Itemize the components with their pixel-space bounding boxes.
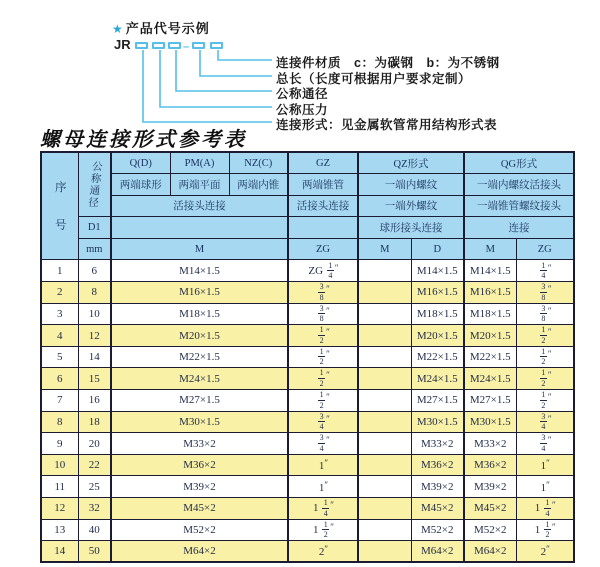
cell-qgzg: $\frac{3}{4}$ ″ [516, 433, 574, 455]
cell-qgzg: $\frac{1}{2}$ ″ [516, 368, 574, 390]
cell-m: M24×1.5 [111, 368, 288, 390]
code-separator: – [183, 41, 190, 53]
header-mm: mm [78, 238, 111, 260]
header-qg-m: M [464, 238, 516, 260]
header-qg-desc2: 一端锥管螺纹接头 [464, 195, 574, 217]
fraction: $\frac{1}{4}$ [545, 498, 550, 518]
header-col-q: Q(D) [111, 152, 170, 174]
table-row [41, 541, 574, 563]
cell-qzm [358, 368, 411, 390]
cell-qzm [358, 476, 411, 498]
cell-m: M45×2 [111, 498, 288, 520]
cell-dn: 12 [78, 325, 111, 347]
header-row-4 [41, 217, 574, 239]
cell-gz: 2″ [288, 541, 358, 563]
cell-no: 4 [41, 325, 78, 347]
cell-dn: 18 [78, 411, 111, 433]
cell-dn: 8 [78, 282, 111, 304]
cell-dn: 6 [78, 260, 111, 282]
cell-qzd: M64×2 [411, 541, 464, 563]
cell-qgm: M18×1.5 [464, 303, 516, 325]
diagram-label-length: 总长（长度可根据用户要求定制） [276, 72, 472, 86]
code-box [210, 42, 223, 49]
cell-m: M39×2 [111, 476, 288, 498]
diagram-label-material: 连接件材质 c：为碳钢 b：为不锈钢 [276, 56, 500, 70]
cell-qgzg: 1″ [516, 476, 574, 498]
cell-gz: $\frac{3}{4}$ ″ [288, 411, 358, 433]
cell-qgm: M39×2 [464, 476, 516, 498]
cell-gz: 1″ [288, 476, 358, 498]
code-box [168, 42, 181, 49]
cell-qgzg: $\frac{1}{2}$ ″ [516, 325, 574, 347]
cell-no: 10 [41, 454, 78, 476]
header-gz-desc: 两端锥管 [288, 174, 358, 196]
fraction: $\frac{1}{4}$ [323, 498, 328, 518]
cell-dn: 10 [78, 303, 111, 325]
header-nz-desc: 两端内锥 [229, 174, 288, 196]
fraction: $\frac{1}{2}$ [319, 368, 324, 388]
fraction: $\frac{1}{4}$ [541, 260, 546, 281]
header-qg-conn: 连接 [464, 217, 574, 239]
cell-qgzg: $\frac{1}{4}$ ″ [516, 260, 574, 282]
fraction: $\frac{3}{8}$ [319, 282, 324, 302]
cell-no: 8 [41, 411, 78, 433]
cell-dn: 20 [78, 433, 111, 455]
table-row [41, 282, 574, 304]
header-qz-m: M [358, 238, 411, 260]
cell-qgm: M33×2 [464, 433, 516, 455]
cell-no: 12 [41, 498, 78, 520]
cell-m: M20×1.5 [111, 325, 288, 347]
table-row [41, 325, 574, 347]
header-row-1 [41, 152, 574, 174]
cell-m: M64×2 [111, 541, 288, 563]
cell-qzm [358, 519, 411, 541]
cell-gz: $\frac{3}{8}$ ″ [288, 303, 358, 325]
fraction: $\frac{3}{4}$ [541, 411, 546, 432]
cell-dn: 32 [78, 498, 111, 520]
cell-qzd: M20×1.5 [411, 325, 464, 347]
fraction: $\frac{1}{2}$ [541, 325, 546, 345]
header-col-qg: QG形式 [464, 152, 574, 174]
cell-qgzg: $\frac{3}{8}$ ″ [516, 282, 574, 304]
fraction: $\frac{1}{2}$ [541, 368, 546, 388]
cell-qzm [358, 325, 411, 347]
fraction: $\frac{1}{4}$ [328, 260, 333, 281]
cell-qzd: M36×2 [411, 454, 464, 476]
cell-qgm: M36×2 [464, 454, 516, 476]
fraction: $\frac{3}{8}$ [541, 303, 546, 324]
cell-qzd: M14×1.5 [411, 260, 464, 282]
code-prefix: JR [114, 37, 131, 52]
fraction: $\frac{1}{2}$ [541, 390, 546, 410]
header-qz-d: D [411, 238, 464, 260]
diagram-label-pressure: 公称压力 [276, 103, 329, 117]
cell-qzm [358, 454, 411, 476]
cell-gz: $\frac{1}{2}$ ″ [288, 390, 358, 412]
cell-qzm [358, 390, 411, 412]
fraction: $\frac{3}{4}$ [319, 411, 324, 432]
table-row [41, 519, 574, 541]
cell-dn: 16 [78, 390, 111, 412]
code-box [192, 42, 205, 49]
cell-m: M14×1.5 [111, 260, 288, 282]
cell-qgzg: $\frac{3}{4}$ ″ [516, 411, 574, 433]
header-diameter: 公称通径 [78, 152, 111, 217]
cell-gz: 1″ [288, 454, 358, 476]
code-box [135, 42, 148, 49]
cell-qzd: M24×1.5 [411, 368, 464, 390]
cell-gz: $\frac{1}{2}$ ″ [288, 325, 358, 347]
header-d1: D1 [78, 217, 111, 239]
cell-no: 3 [41, 303, 78, 325]
cell-qzm [358, 411, 411, 433]
fraction: $\frac{1}{2}$ [545, 519, 550, 540]
table-row [41, 368, 574, 390]
header-col-nz: NZ(C) [229, 152, 288, 174]
fraction: $\frac{1}{2}$ [319, 325, 324, 345]
fraction: $\frac{1}{2}$ [319, 346, 324, 367]
fraction: $\frac{3}{8}$ [319, 303, 324, 324]
table-row [41, 433, 574, 455]
cell-qzd: M16×1.5 [411, 282, 464, 304]
cell-gz: $\frac{3}{8}$ ″ [288, 282, 358, 304]
header-union-conn: 活接头连接 [111, 195, 288, 217]
cell-qzm [358, 346, 411, 368]
cell-qgm: M22×1.5 [464, 346, 516, 368]
header-gz-conn: 活接头连接 [288, 195, 358, 217]
cell-no: 5 [41, 346, 78, 368]
header-zg: ZG [288, 238, 358, 260]
header-row-3 [41, 195, 574, 217]
table-row [41, 303, 574, 325]
header-empty-m [111, 217, 288, 239]
cell-no: 14 [41, 541, 78, 563]
header-col-qz: QZ形式 [358, 152, 464, 174]
star-icon: ★ [112, 22, 124, 36]
cell-gz: $\frac{1}{2}$ ″ [288, 368, 358, 390]
cell-m: M33×2 [111, 433, 288, 455]
cell-qgzg: $\frac{1}{2}$ ″ [516, 390, 574, 412]
fraction: $\frac{3}{4}$ [541, 433, 546, 453]
cell-gz: $\frac{3}{4}$ ″ [288, 433, 358, 455]
cell-dn: 15 [78, 368, 111, 390]
table-row [41, 390, 574, 412]
cell-no: 6 [41, 368, 78, 390]
fraction: $\frac{3}{4}$ [319, 433, 324, 453]
table-row [41, 260, 574, 282]
cell-m: M52×2 [111, 519, 288, 541]
header-qg-zg: ZG [516, 238, 574, 260]
cell-qzd: M39×2 [411, 476, 464, 498]
cell-no: 9 [41, 433, 78, 455]
diagram-label-connection: 连接形式：见金属软管常用结构形式表 [276, 118, 498, 132]
header-seq: 序号 [41, 152, 78, 260]
nut-connection-table [40, 151, 575, 563]
cell-qgzg: 1 $\frac{1}{2}$ ″ [516, 519, 574, 541]
cell-dn: 22 [78, 454, 111, 476]
cell-dn: 14 [78, 346, 111, 368]
diagram-heading-text: 产品代号示例 [125, 21, 210, 36]
cell-qgm: M14×1.5 [464, 260, 516, 282]
cell-qgm: M64×2 [464, 541, 516, 563]
cell-gz: 1 $\frac{1}{2}$ ″ [288, 519, 358, 541]
header-qz-conn: 球形接头连接 [358, 217, 464, 239]
header-qz-desc2: 一端外螺纹 [358, 195, 464, 217]
fraction: $\frac{1}{2}$ [319, 390, 324, 410]
header-empty-gz [288, 217, 358, 239]
header-row-5 [41, 238, 574, 260]
fraction: $\frac{1}{2}$ [323, 519, 328, 540]
diagram-heading [112, 18, 210, 37]
table-row [41, 411, 574, 433]
header-qz-desc1: 一端内螺纹 [358, 174, 464, 196]
cell-qzd: M22×1.5 [411, 346, 464, 368]
cell-qzd: M45×2 [411, 498, 464, 520]
cell-qzd: M33×2 [411, 433, 464, 455]
table-row [41, 454, 574, 476]
cell-qgm: M20×1.5 [464, 325, 516, 347]
cell-qzd: M27×1.5 [411, 390, 464, 412]
cell-dn: 25 [78, 476, 111, 498]
table-row [41, 476, 574, 498]
table-body [41, 260, 574, 562]
cell-qzm [358, 498, 411, 520]
cell-qgzg: 2″ [516, 541, 574, 563]
cell-m: M16×1.5 [111, 282, 288, 304]
table-title: 螺母连接形式参考表 [40, 127, 247, 151]
cell-no: 1 [41, 260, 78, 282]
cell-qgm: M45×2 [464, 498, 516, 520]
cell-qzd: M18×1.5 [411, 303, 464, 325]
cell-qzm [358, 433, 411, 455]
diagram-label-diameter: 公称通径 [276, 87, 329, 101]
table-row [41, 498, 574, 520]
cell-qzm [358, 541, 411, 563]
cell-qgm: M16×1.5 [464, 282, 516, 304]
cell-qgzg: 1″ [516, 454, 574, 476]
cell-qgm: M24×1.5 [464, 368, 516, 390]
fraction: $\frac{3}{8}$ [541, 282, 546, 302]
header-row-2 [41, 174, 574, 196]
cell-qgzg: 1 $\frac{1}{4}$ ″ [516, 498, 574, 520]
cell-gz: ZG $\frac{1}{4}$ ″ [288, 260, 358, 282]
cell-qzm [358, 303, 411, 325]
header-col-gz: GZ [288, 152, 358, 174]
cell-m: M36×2 [111, 454, 288, 476]
cell-m: M18×1.5 [111, 303, 288, 325]
cell-qgm: M27×1.5 [464, 390, 516, 412]
cell-qgzg: $\frac{3}{8}$ ″ [516, 303, 574, 325]
header-m: M [111, 238, 288, 260]
cell-gz: $\frac{1}{2}$ ″ [288, 346, 358, 368]
cell-m: M22×1.5 [111, 346, 288, 368]
cell-qzd: M30×1.5 [411, 411, 464, 433]
cell-no: 7 [41, 390, 78, 412]
cell-m: M27×1.5 [111, 390, 288, 412]
cell-dn: 40 [78, 519, 111, 541]
header-col-pm: PM(A) [170, 152, 229, 174]
header-q-desc: 两端球形 [111, 174, 170, 196]
cell-qgm: M30×1.5 [464, 411, 516, 433]
cell-qzm [358, 260, 411, 282]
code-box [152, 42, 165, 49]
cell-gz: 1 $\frac{1}{4}$ ″ [288, 498, 358, 520]
fraction: $\frac{1}{2}$ [541, 346, 546, 367]
cell-no: 11 [41, 476, 78, 498]
cell-qzd: M52×2 [411, 519, 464, 541]
cell-dn: 50 [78, 541, 111, 563]
cell-qgzg: $\frac{1}{2}$ ″ [516, 346, 574, 368]
header-pm-desc: 两端平面 [170, 174, 229, 196]
cell-m: M30×1.5 [111, 411, 288, 433]
cell-no: 2 [41, 282, 78, 304]
table-row [41, 346, 574, 368]
header-qg-desc1: 一端内螺纹活接头 [464, 174, 574, 196]
cell-qzm [358, 282, 411, 304]
cell-qgm: M52×2 [464, 519, 516, 541]
cell-no: 13 [41, 519, 78, 541]
